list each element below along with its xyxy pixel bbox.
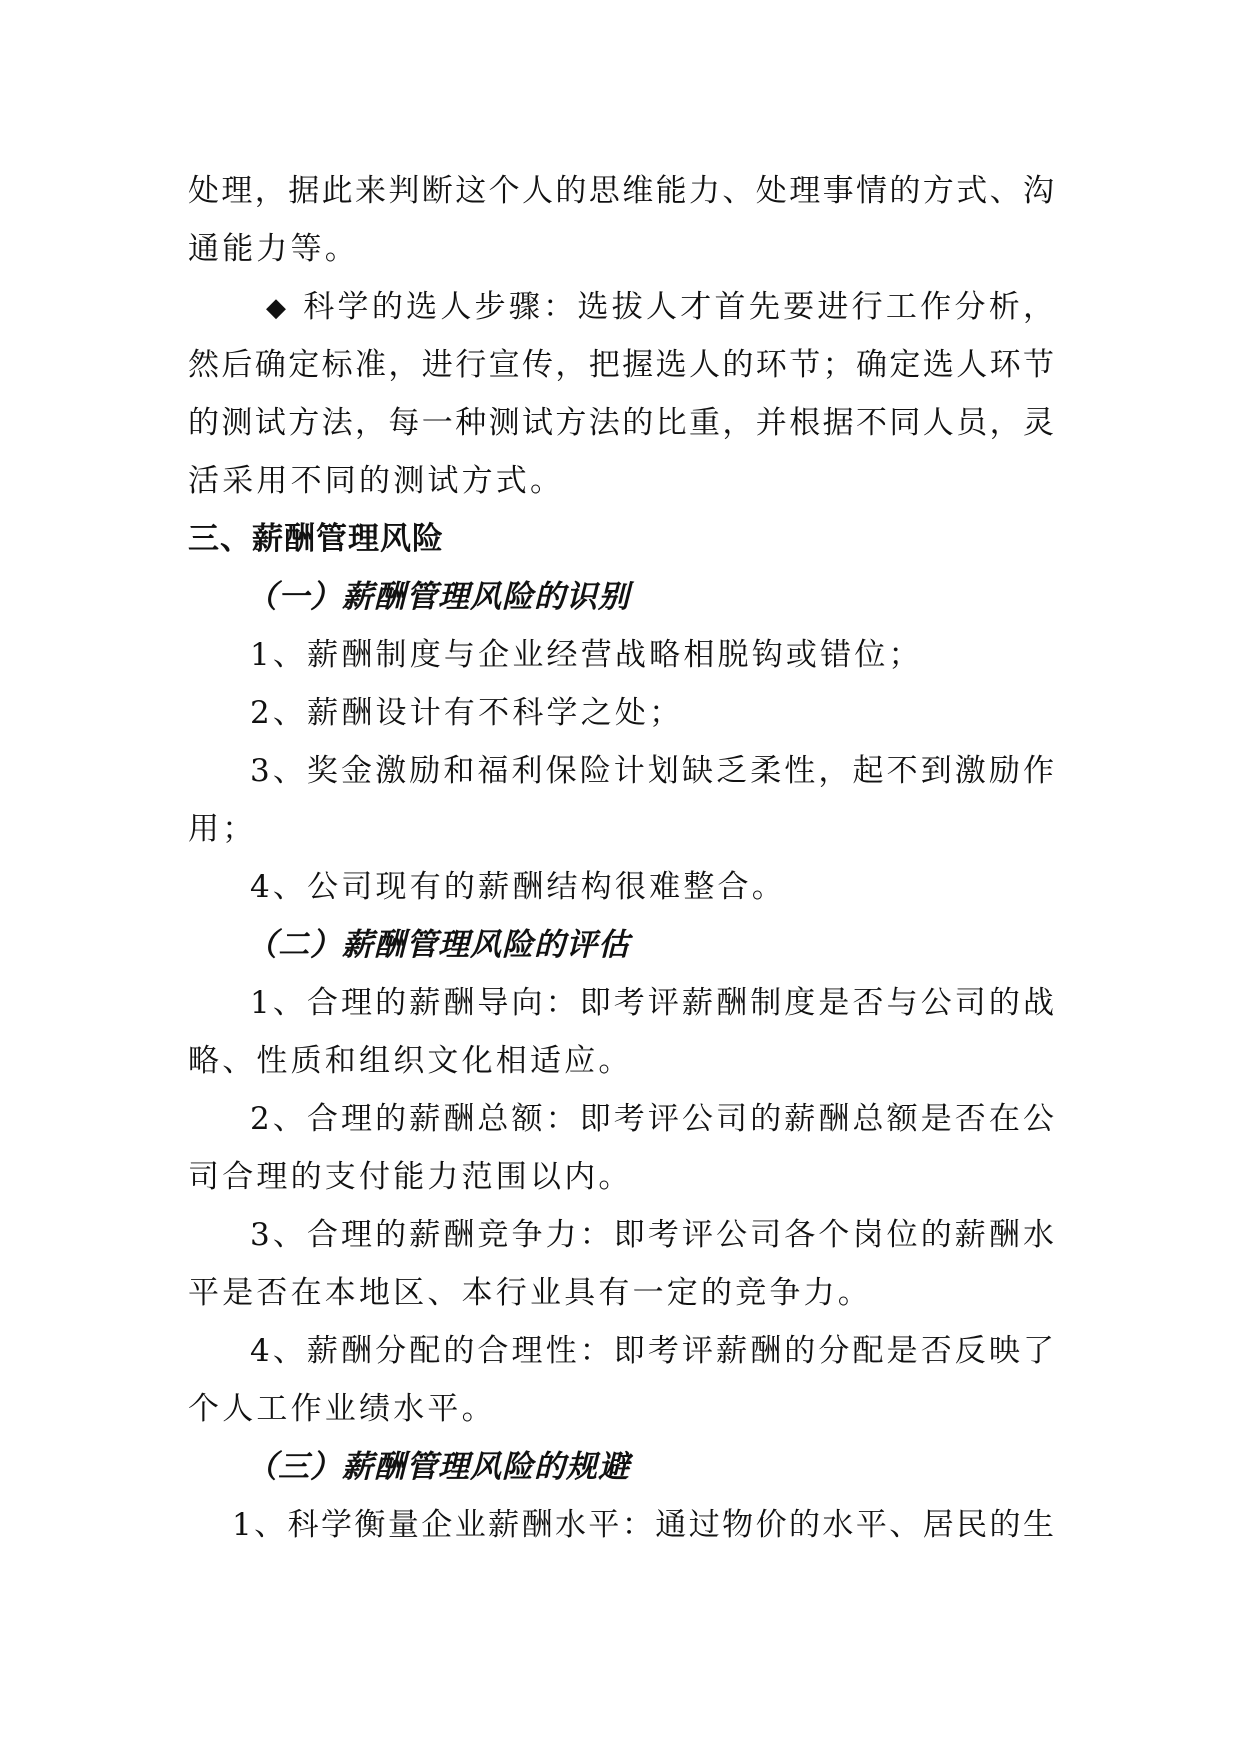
list-item: 4、公司现有的薪酬结构很难整合。	[250, 869, 786, 905]
list-item: 1、合理的薪酬导向：即考评薪酬制度是否与公司的战	[250, 985, 1054, 1021]
list-item: 3、奖金激励和福利保险计划缺乏柔性，起不到激励作	[250, 753, 1054, 789]
subsection-heading: （二）薪酬管理风险的评估	[246, 927, 630, 963]
list-item-continuation: 略、性质和组织文化相适应。	[188, 1043, 633, 1079]
paragraph-line: 的测试方法，每一种测试方法的比重，并根据不同人员，灵	[188, 405, 1054, 441]
list-item-continuation: 个人工作业绩水平。	[188, 1391, 496, 1427]
bullet-paragraph-line	[188, 278, 1054, 336]
paragraph-line: 通能力等。	[188, 231, 359, 267]
list-item: 4、薪酬分配的合理性：即考评薪酬的分配是否反映了	[250, 1333, 1054, 1369]
list-item: 2、合理的薪酬总额：即考评公司的薪酬总额是否在公	[250, 1101, 1054, 1137]
document-body	[188, 162, 1054, 1554]
subsection-heading: （三）薪酬管理风险的规避	[246, 1449, 630, 1485]
list-item: 1、科学衡量企业薪酬水平：通过物价的水平、居民的生	[232, 1507, 1054, 1543]
list-item-continuation: 平是否在本地区、本行业具有一定的竞争力。	[188, 1275, 872, 1311]
diamond-bullet-icon: ◆	[266, 293, 286, 323]
list-item-continuation: 用；	[188, 811, 257, 847]
subsection-heading: （一）薪酬管理风险的识别	[246, 579, 630, 615]
list-item: 2、薪酬设计有不科学之处；	[250, 695, 684, 731]
list-item: 1、薪酬制度与企业经营战略相脱钩或错位；	[250, 637, 923, 673]
list-item-continuation: 司合理的支付能力范围以内。	[188, 1159, 633, 1195]
paragraph-line: 活采用不同的测试方式。	[188, 463, 565, 499]
section-heading: 三、薪酬管理风险	[188, 521, 444, 557]
list-item: 3、合理的薪酬竞争力：即考评公司各个岗位的薪酬水	[250, 1217, 1054, 1253]
bullet-text: 科学的选人步骤：选拔人才首先要进行工作分析，	[300, 289, 1054, 325]
paragraph-line: 然后确定标准，进行宣传，把握选人的环节；确定选人环节	[188, 347, 1054, 383]
paragraph-line: 处理，据此来判断这个人的思维能力、处理事情的方式、沟	[188, 173, 1054, 209]
